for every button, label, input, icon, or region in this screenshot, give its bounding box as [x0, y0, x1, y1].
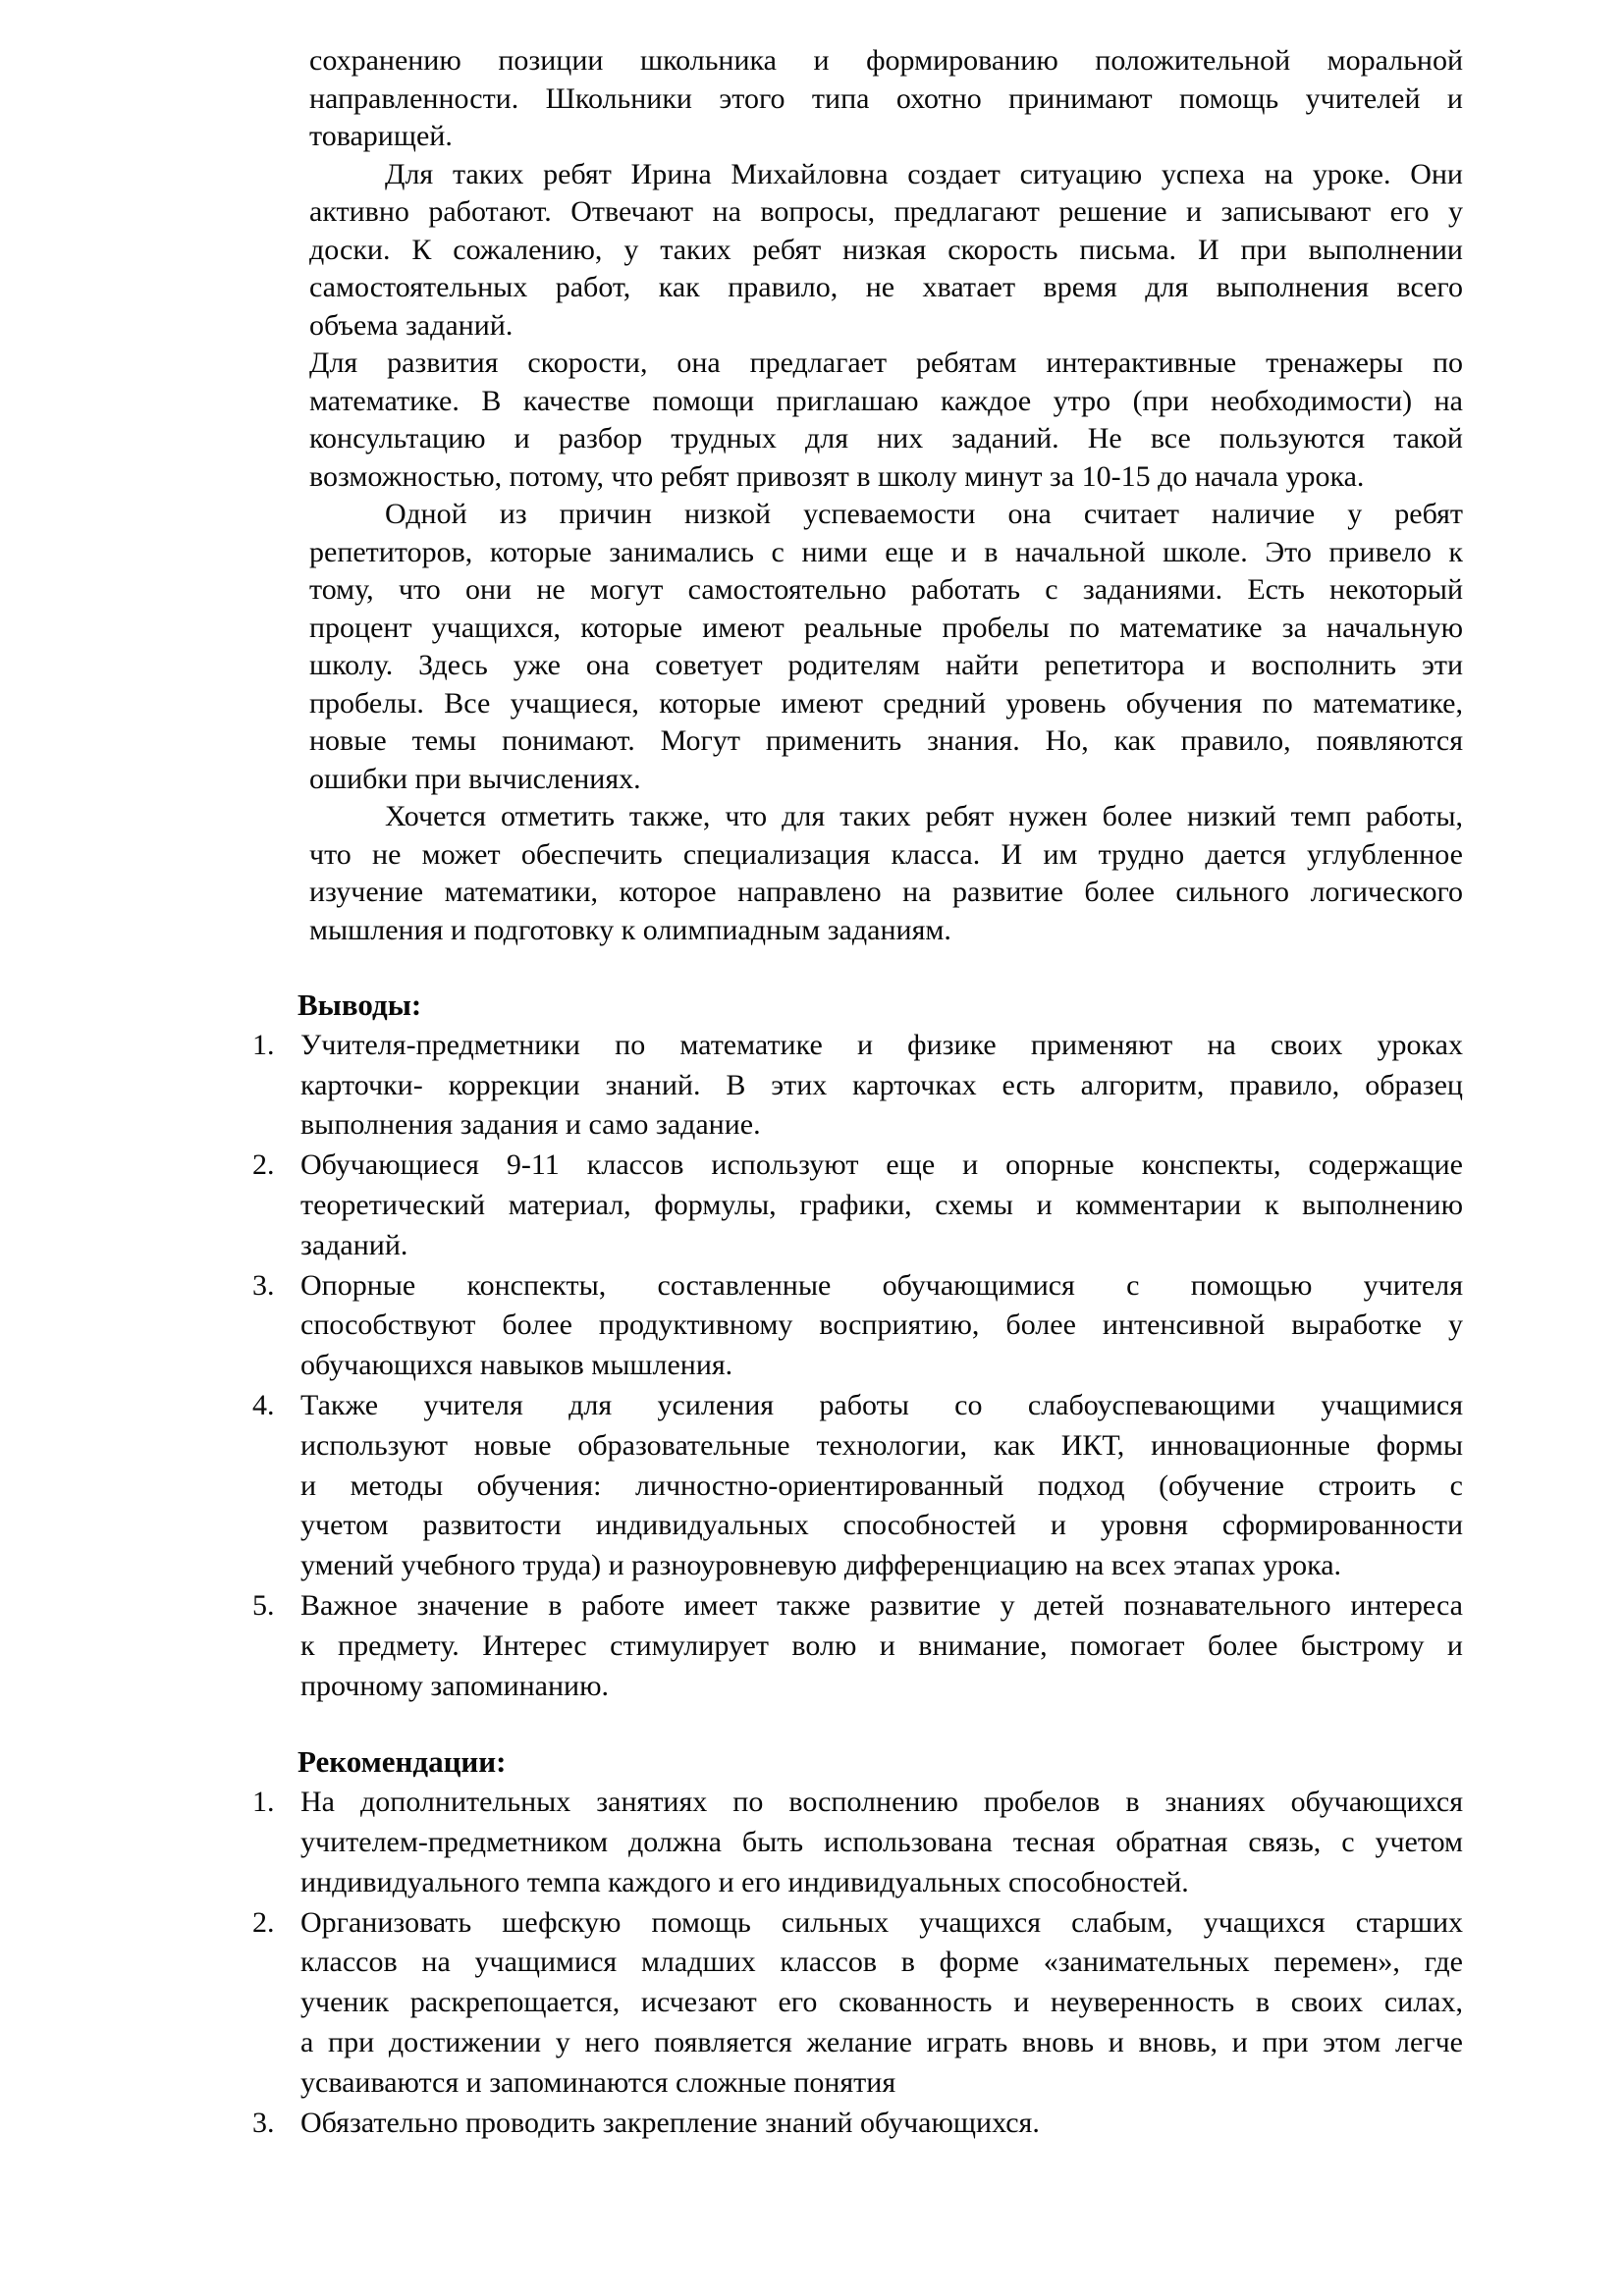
text-line: а при достижении у него появляется желание играть вновь и вновь, и при этом легче [300, 2025, 1463, 2058]
text-line: выполнения задания и само задание. [300, 1108, 761, 1142]
recommendations-list [252, 1783, 1463, 2143]
blank-line [252, 1706, 1463, 1742]
text-line: способствуют более продуктивному восприятию, более интенсивной выработке у [300, 1308, 1463, 1342]
list-item-number: 1. [252, 1028, 275, 1061]
text-line: объема заданий. [309, 308, 514, 342]
text-line: заданий. [300, 1228, 408, 1261]
text-line: ученик раскрепощается, исчезают его скованность и неуверенность в своих силах, [300, 1986, 1463, 2019]
text-line: школу. Здесь уже она советует родителям найти репетитора и восполнить эти [309, 649, 1463, 681]
text-line: прочному запоминанию. [300, 1669, 610, 1702]
paragraph [309, 345, 1463, 496]
text-line: консультацию и разбор трудных для них заданий. Не все пользуются такой [309, 422, 1463, 454]
text-line: Учителя-предметники по математике и физике применяют на своих уроках [300, 1028, 1463, 1061]
text-line: пробелы. Все учащиеся, которые имеют средний уровень обучения по математике, [309, 686, 1463, 720]
text-line: индивидуального темпа каждого и его индивидуальных способностей. [300, 1865, 1189, 1898]
list-item [252, 1783, 1463, 1902]
text-line: Хочется отметить также, что для таких ребят нужен более низкий темп работы, [385, 800, 1463, 832]
list-item [252, 2104, 1463, 2144]
list-item [252, 1026, 1463, 1146]
text-line: что не может обеспечить специализация класса. И им трудно дается углубленное [309, 837, 1463, 871]
text-line: Также учителя для усиления работы со слабоуспевающими учащимися [300, 1388, 1463, 1421]
list-item-number: 2. [252, 1148, 275, 1182]
text-line: к предмету. Интерес стимулирует волю и внимание, помогает более быстрому и [300, 1629, 1463, 1662]
text-line: процент учащихся, которые имеют реальные пробелы по математике за начальную [309, 611, 1463, 644]
text-line: Важное значение в работе имеет также развитие у детей познавательного интереса [300, 1588, 1463, 1622]
list-item-number: 3. [252, 2106, 275, 2139]
text-line: теоретический материал, формулы, графики, схемы и комментарии к выполнению [300, 1188, 1463, 1221]
text-line: учителем-предметником должна быть использована тесная обратная связь, с учетом [300, 1825, 1463, 1858]
text-line: Организовать шефскую помощь сильных учащихся слабым, учащихся старших [300, 1905, 1463, 1939]
paragraph [309, 156, 1463, 346]
text-line: тому, что они не могут самостоятельно работать с заданиями. Есть некоторый [309, 573, 1463, 606]
text-line: сохранению позиции школьника и формированию положительной моральной [309, 44, 1463, 77]
text-line: активно работают. Отвечают на вопросы, предлагают решение и записывают его у [309, 195, 1463, 228]
recommendations-heading: Рекомендации: [298, 1744, 507, 1780]
list-item [252, 1386, 1463, 1586]
text-line: Для таких ребят Ирина Михайловна создает ситуацию успеха на уроке. Они [385, 157, 1463, 190]
text-line: обучающихся навыков мышления. [300, 1349, 733, 1382]
text-line: На дополнительных занятиях по восполнению пробелов в знаниях обучающихся [300, 1786, 1463, 1819]
list-item-number: 3. [252, 1268, 275, 1302]
blank-line [252, 949, 1463, 986]
paragraph [309, 42, 1463, 156]
text-line: усваиваются и запоминаются сложные понятия [300, 2065, 896, 2099]
text-line: самостоятельных работ, как правило, не хватает время для выполнения всего [309, 271, 1463, 303]
text-line: возможностью, потому, что ребят привозят в школу минут за 10-15 до начала урока. [309, 459, 1365, 493]
text-line: ошибки при вычислениях. [309, 762, 641, 795]
text-line: товарищей. [309, 120, 453, 152]
text-line: Обучающиеся 9-11 классов используют еще и опорные конспекты, содержащие [300, 1148, 1463, 1182]
text-line: математике. В качестве помощи приглашаю каждое утро (при необходимости) на [309, 384, 1463, 417]
text-line: доски. К сожалению, у таких ребят низкая скорость письма. И при выполнении [309, 233, 1463, 266]
text-line: Одной из причин низкой успеваемости она считает наличие у ребят [385, 498, 1463, 530]
text-line: Для развития скорости, она предлагает ребятам интерактивные тренажеры по [309, 347, 1463, 379]
list-item-number: 4. [252, 1388, 275, 1421]
text-line: учетом развитости индивидуальных способностей и уровня сформированности [300, 1509, 1463, 1542]
text-line: изучение математики, которое направлено на развитие более сильного логического [309, 876, 1463, 908]
text-line: используют новые образовательные технологии, как ИКТ, инновационные формы [300, 1428, 1463, 1462]
conclusions-heading: Выводы: [298, 988, 422, 1022]
text-line: карточки- коррекции знаний. В этих карточках есть алгоритм, правило, образец [300, 1068, 1463, 1101]
paragraph [309, 798, 1463, 949]
document-content [252, 42, 1463, 2143]
list-item [252, 1903, 1463, 2104]
conclusions-list [252, 1026, 1463, 1707]
list-item [252, 1586, 1463, 1706]
text-line: классов на учащимися младших классов в форме «занимательных перемен», где [300, 1946, 1463, 1979]
list-item-number: 2. [252, 1905, 275, 1939]
list-item [252, 1146, 1463, 1265]
list-item [252, 1266, 1463, 1386]
list-item-number: 5. [252, 1588, 275, 1622]
list-item-number: 1. [252, 1786, 275, 1819]
text-line: направленности. Школьники этого типа охотно принимают помощь учителей и [309, 81, 1463, 115]
paragraph [309, 496, 1463, 798]
text-line: и методы обучения: личностно-ориентированный подход (обучение строить с [300, 1468, 1463, 1502]
text-line: Обязательно проводить закрепление знаний обучающихся. [300, 2106, 1040, 2139]
text-line: умений учебного труда) и разноуровневую дифференциацию на всех этапах урока. [300, 1549, 1342, 1582]
text-line: новые темы понимают. Могут применить знания. Но, как правило, появляются [309, 724, 1463, 757]
text-line: репетиторов, которые занимались с ними еще и в начальной школе. Это привело к [309, 535, 1463, 568]
text-line: Опорные конспекты, составленные обучающимися с помощью учителя [300, 1268, 1463, 1302]
text-line: мышления и подготовку к олимпиадным заданиям. [309, 913, 951, 946]
